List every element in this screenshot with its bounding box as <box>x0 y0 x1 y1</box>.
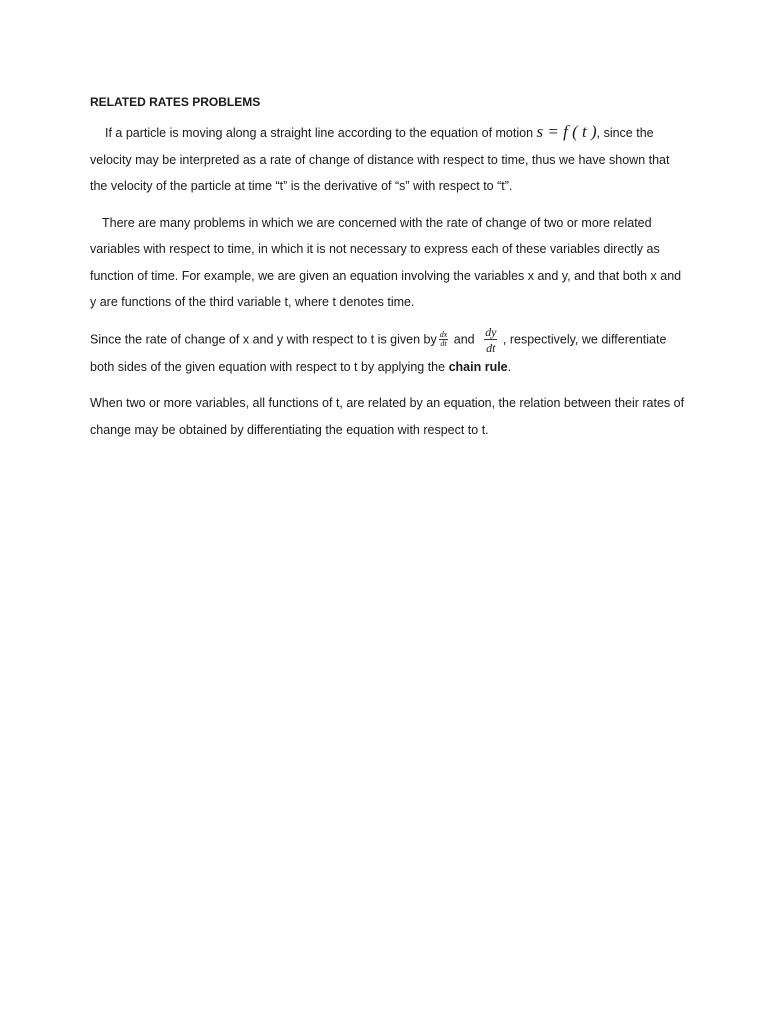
paragraph-chain-rule-text-mid: and <box>450 331 479 346</box>
paragraph-motion <box>90 119 690 200</box>
document-page <box>90 93 690 453</box>
paragraph-chain-rule-text-end: . <box>507 359 512 374</box>
fraction-dy-dt <box>484 326 497 354</box>
paragraph-chain-rule-text-before: Since the rate of change of x and y with respect to t is given by <box>90 331 437 346</box>
paragraph-chain-rule-text-after: , respectively, we differentiate both sides of the given equation with respect to t by applying the <box>90 331 667 374</box>
document-title: RELATED RATES PROBLEMS <box>90 95 261 109</box>
fraction-dx-dt-denominator: dt <box>440 339 447 348</box>
paragraph-motion-text-after: , since the velocity may be interpreted as a rate of change of distance with respect to time, thus we have shown that the velocity of the particle at time “t” is the derivative of “s” with respect to “t”. <box>90 126 670 193</box>
fraction-dy-dt-numerator: dy <box>485 324 497 339</box>
paragraph-motion-text-before: If a particle is moving along a straight line according to the equation of motion <box>105 126 537 140</box>
motion-equation: s = f ( t ) <box>536 122 597 141</box>
paragraph-rates-relation: When two or more variables, all functions of t, are related by an equation, the relation between their rates of change may be obtained by differentiating the equation with respect to t. <box>90 396 685 437</box>
paragraph-chain-rule <box>90 326 690 381</box>
fraction-dx-dt-numerator: dx <box>439 330 448 339</box>
fraction-dx-dt <box>439 331 449 348</box>
chain-rule-term: chain rule <box>448 359 508 374</box>
paragraph-related-variables: There are many problems in which we are concerned with the rate of change of two or more related variables with respect to time, in which it is not necessary to express each of these variables directly as function of time. For example, we are given an equation involving the variables x and y, and that both x and y are functions of the third variable t, where t denotes time. <box>90 215 682 309</box>
fraction-dy-dt-denominator: dt <box>486 340 496 355</box>
